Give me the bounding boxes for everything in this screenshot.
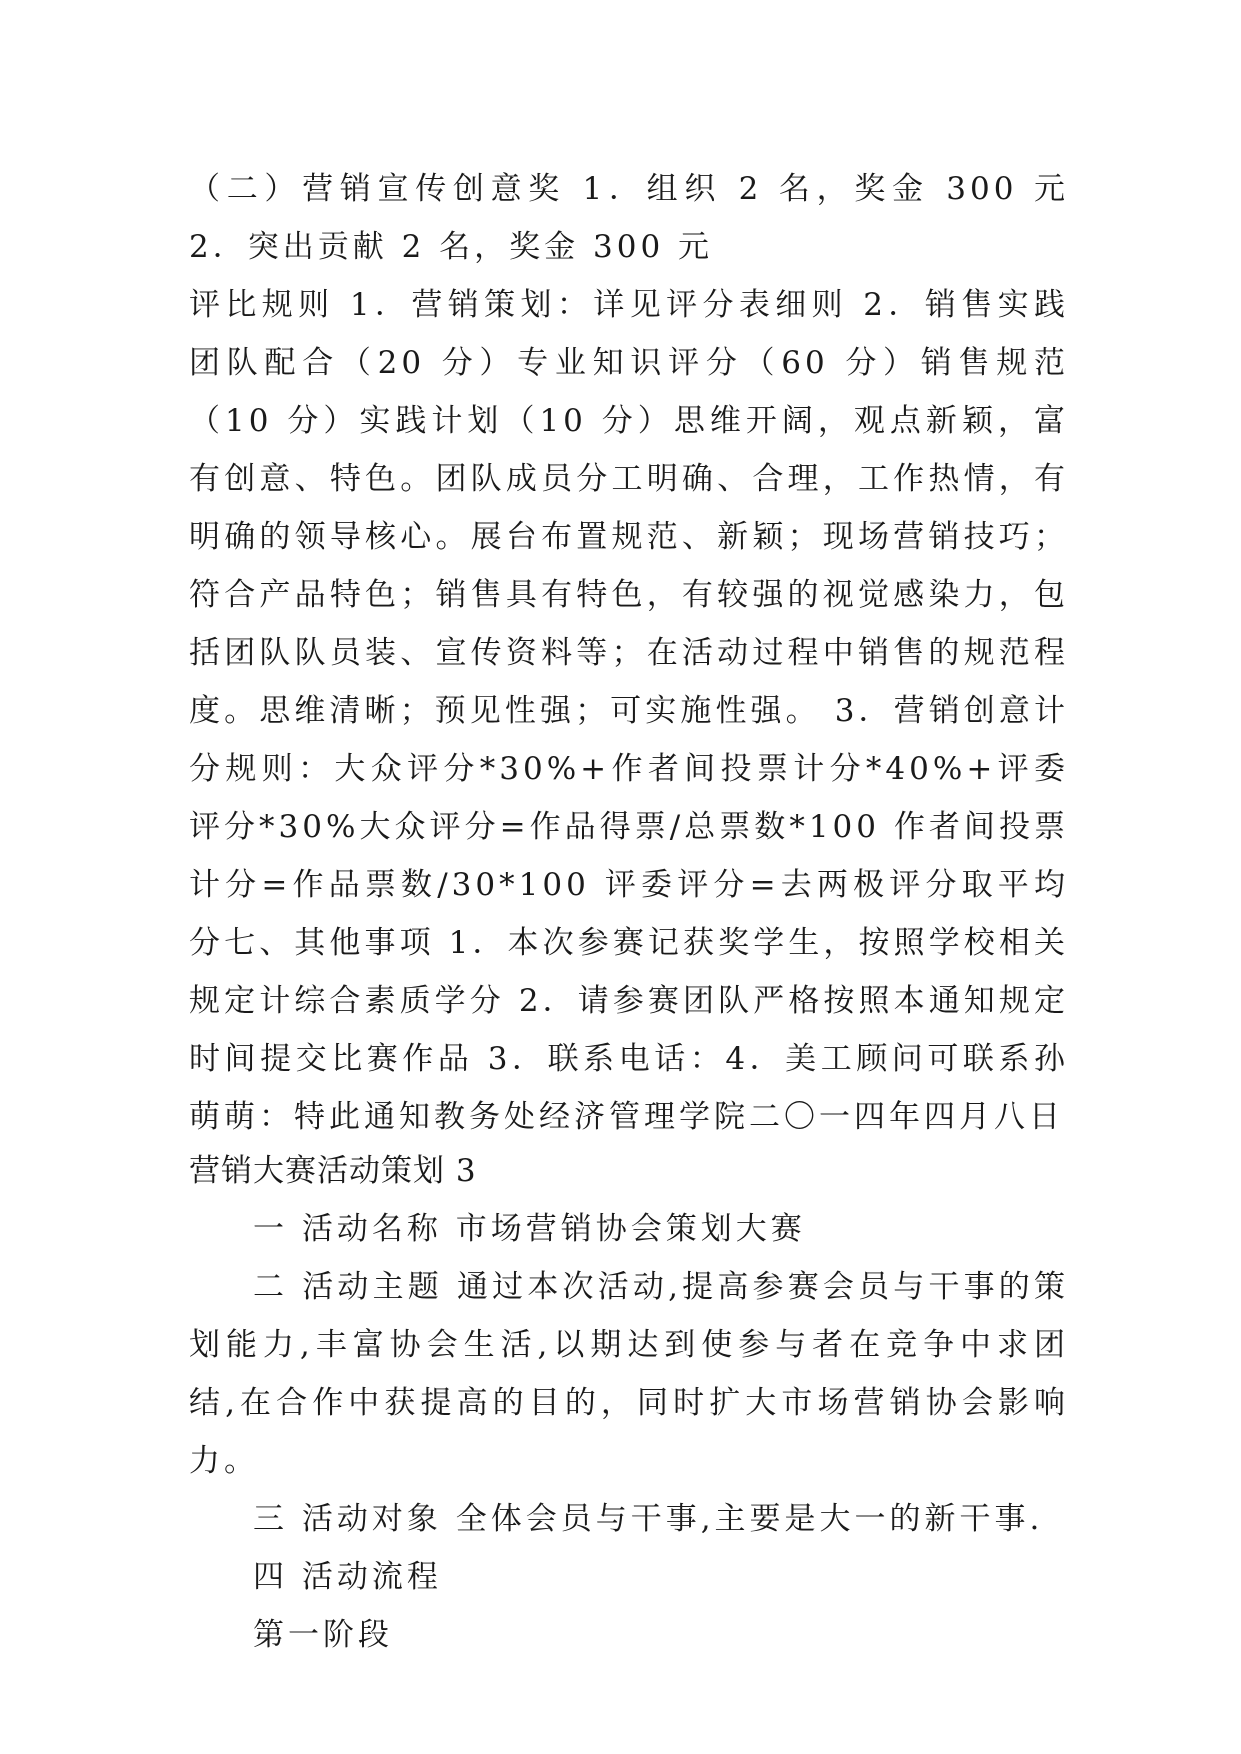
plan-heading: 营销大赛活动策划 3 [189, 1153, 477, 1189]
first-stage-item: 第一阶段 [253, 1617, 393, 1653]
rules-paragraph: 评比规则 1．营销策划：详见评分表细则 2．销售实践团队配合（20 分）专业知识评分（60 分）销售规范（10 分）实践计划（10 分）思维开阔，观点新颖，富有创意、特色。团队成员分工明确、合理，工作热情，有明确的领导核心。展台布置规范、新颖；现场营销技巧；符合产品特色；销售具有特色，有较强的视觉感染力，包括团队队员装、宣传资料等；在活动过程中销售的规范程度。思维清晰；预见性强；可实施性强。 3．营销创意计分规则：大众评分*30%+作者间投票计分*40%+评委评分*30%大众评分=作品得票/总票数*100 作者间投票计分=作品票数/30*100 评委评分=去两极评分取平均分七、其他事项 1．本次参赛记获奖学生，按照学校相关规定计综合素质学分 2．请参赛团队严格按照本通知规定时间提交比赛作品 3．联系电话：4．美工顾问可联系孙萌萌：特此通知教务处经济管理学院二〇一四年四月八日 [189, 287, 1069, 1135]
activity-theme-item: 二 活动主题 通过本次活动,提高参赛会员与干事的策划能力,丰富协会生活,以期达到使参与者在竞争中求团结,在合作中获提高的目的，同时扩大市场营销协会影响力。 [189, 1269, 1069, 1479]
activity-process-item: 四 活动流程 [253, 1559, 442, 1595]
activity-name-item: 一 活动名称 市场营销协会策划大赛 [253, 1211, 806, 1247]
document-page [189, 160, 1069, 1664]
activity-target-item: 三 活动对象 全体会员与干事,主要是大一的新干事. [253, 1501, 1044, 1537]
awards-paragraph: （二）营销宣传创意奖 1．组织 2 名，奖金 300 元 2．突出贡献 2 名，奖金 300 元 [189, 171, 1069, 265]
